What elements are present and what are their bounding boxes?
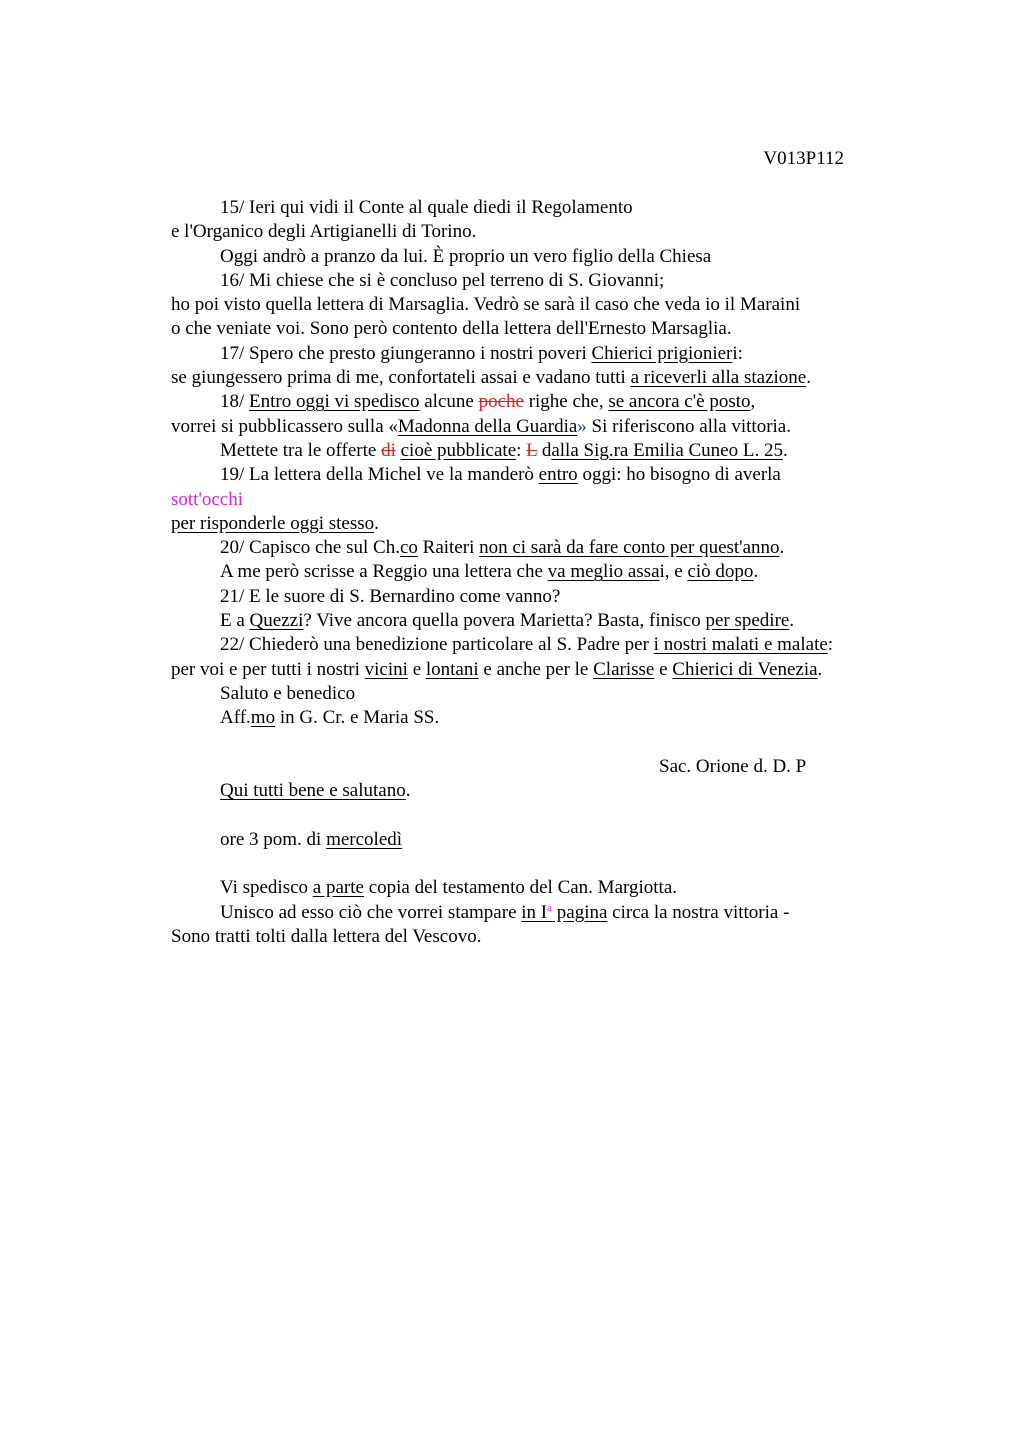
line-text: circa la nostra vittoria - (607, 901, 790, 923)
text-line (171, 779, 901, 803)
line-text: alcune (419, 391, 479, 413)
text-line (171, 560, 901, 584)
line-text: . (405, 780, 411, 802)
blank-line (171, 803, 901, 827)
line-text: 15/ Ieri qui vidi il Conte al quale diedi il Regolamento (220, 197, 633, 218)
text-line (171, 585, 901, 609)
underlined-text: i nostri malati e malate (653, 634, 828, 656)
line-text: E a (220, 610, 250, 632)
line-text: 22/ Chiederò una benedizione particolare al S. Padre per (220, 634, 654, 656)
blank-line (171, 731, 901, 755)
line-text: per voi e per tutti i nostri (171, 658, 365, 680)
line-text: 16/ Mi chiese che si è concluso pel terreno di S. Giovanni; (220, 269, 665, 291)
line-text: 17/ Spero che presto giungeranno i nostri poveri (220, 342, 592, 364)
line-text: righe che, (523, 391, 609, 413)
text-line (171, 609, 901, 633)
line-text: . (753, 561, 759, 583)
underlined-text: Qui tutti bene e salutano (220, 780, 406, 802)
deleted-text: L (526, 439, 538, 461)
text-line (171, 488, 901, 512)
text-line (171, 342, 901, 366)
underlined-text: non ci sarà da fare conto per quest'anno (479, 537, 780, 559)
text-line (171, 390, 901, 414)
magenta-text: sott'occhi (171, 488, 244, 510)
text-line (171, 658, 901, 682)
line-text: 18/ (220, 391, 250, 413)
superscript: a (547, 901, 553, 914)
line-text: A me però scrisse a Reggio una lettera che (220, 561, 548, 583)
underlined-text: entro (538, 464, 578, 486)
underlined-text: Madonna della Guardia (397, 415, 578, 437)
signature: Sac. Orione d. D. P (659, 755, 807, 777)
deleted-text: poche (478, 391, 524, 413)
line-text: : (827, 634, 834, 656)
line-text: in I (521, 901, 548, 923)
text-line (171, 317, 901, 341)
line-text: Aff. (220, 707, 251, 729)
underlined-text: a parte (312, 877, 364, 899)
underlined-text: se ancora c'è posto (608, 391, 751, 413)
underlined-text: per spedire (705, 610, 790, 632)
blank-line (171, 852, 901, 876)
line-text: . (789, 610, 795, 632)
text-line (171, 536, 901, 560)
underlined-text (521, 902, 607, 923)
text-line (171, 706, 901, 730)
signature-line (171, 755, 901, 779)
line-text: o che veniate voi. Sono però contento della lettera dell'Ernesto Marsaglia. (171, 318, 732, 340)
text-line (171, 901, 901, 925)
line-text: . (806, 367, 811, 389)
line-text: Unisco ad esso ciò che vorrei stampare (220, 901, 522, 923)
underlined-text: Clarisse (593, 658, 655, 680)
line-text: ho poi visto quella lettera di Marsaglia. Vedrò se sarà il caso che veda io il Maraini (171, 294, 801, 316)
text-line (171, 269, 901, 293)
line-text: 21/ E le suore di S. Bernardino come vanno? (220, 585, 561, 607)
text-line (171, 463, 901, 487)
line-text: e l'Organico degli Artigianelli di Torino. (171, 221, 477, 243)
underlined-text: vicini (364, 658, 408, 680)
line-text: ? Vive ancora quella povera Marietta? Basta, finisco (303, 610, 706, 632)
line-text: . (779, 537, 785, 559)
underlined-text: per risponderle oggi stesso (171, 512, 375, 534)
line-text: . (374, 512, 379, 534)
text-line (171, 439, 901, 463)
line-text: . (782, 439, 788, 461)
document-code: V013P112 (763, 148, 844, 169)
text-line (171, 682, 901, 706)
text-line (171, 925, 901, 949)
text-line (171, 633, 901, 657)
underlined-text: mo (250, 707, 276, 729)
text-line (171, 876, 901, 900)
blue-quote-mark: » (577, 415, 587, 437)
underlined-text: Chierici di Venezia (672, 658, 818, 680)
underlined-text: a riceverli alla stazione (630, 367, 807, 389)
underlined-text: ciò dopo (687, 561, 754, 583)
line-text: Raiteri (417, 537, 480, 559)
line-text: 19/ La lettera della Michel ve la manderò (220, 464, 539, 486)
underlined-text: alla Sig.ra Emilia Cuneo L. 25 (551, 439, 783, 461)
line-text: . (817, 658, 823, 680)
text-line (171, 196, 901, 220)
letter-body (171, 196, 901, 949)
line-text: , (750, 391, 756, 413)
line-text: Sono tratti tolti dalla lettera del Vescovo. (171, 925, 482, 947)
line-text: se giungessero prima di me, confortateli assai e vadano tutti (171, 367, 631, 389)
underlined-text: lontani (425, 658, 479, 680)
line-text: : (516, 439, 527, 461)
text-line (171, 512, 901, 536)
line-text: pagina (552, 901, 608, 923)
line-text: oggi: ho bisogno di averla (577, 464, 781, 486)
underlined-text: cioè pubblicate (400, 439, 517, 461)
text-line (171, 293, 901, 317)
line-text: e anche per le (478, 658, 594, 680)
line-text: in G. Cr. e Maria SS. (275, 707, 440, 729)
line-text: Si riferiscono alla vittoria. (586, 415, 791, 437)
line-text: e (654, 658, 673, 680)
underlined-text: co (399, 537, 418, 559)
line-text: Saluto e benedico (220, 682, 356, 704)
underlined-text: va meglio assa (547, 561, 660, 583)
text-line (171, 245, 901, 269)
line-text: Vi spedisco (220, 877, 313, 899)
line-text: ore 3 pom. di (220, 828, 327, 850)
line-text: vorrei si pubblicassero sulla « (171, 415, 398, 437)
line-text: Oggi andrò a pranzo da lui. È proprio un vero figlio della Chiesa (220, 245, 712, 267)
line-text: i: (732, 342, 743, 364)
underlined-text: Quezzi (249, 610, 304, 632)
underlined-text: mercoledì (326, 828, 403, 850)
text-line (171, 828, 901, 852)
line-text: i, e (659, 561, 688, 583)
deleted-text: di (381, 439, 396, 461)
text-line (171, 366, 901, 390)
line-text: d (537, 439, 552, 461)
line-text: e (407, 658, 426, 680)
line-text: Mettete tra le offerte (220, 439, 382, 461)
line-text: copia del testamento del Can. Margiotta. (363, 877, 678, 899)
underlined-text: Chierici prigionier (591, 342, 733, 364)
text-line (171, 220, 901, 244)
underlined-text: Entro oggi vi spedisco (249, 391, 420, 413)
text-line (171, 415, 901, 439)
line-text: 20/ Capisco che sul Ch. (220, 537, 400, 559)
